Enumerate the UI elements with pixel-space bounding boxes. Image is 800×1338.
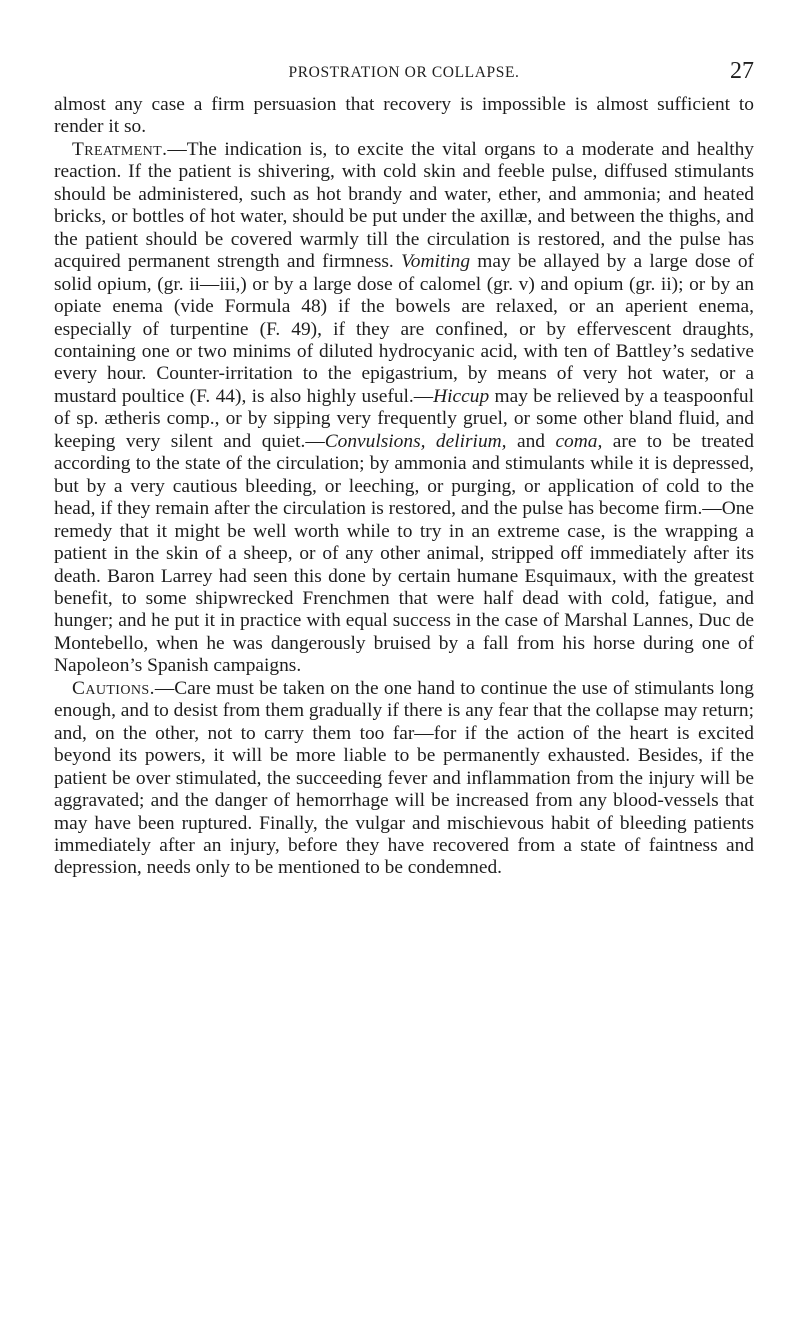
running-title: PROSTRATION OR COLLAPSE.: [288, 64, 520, 81]
running-header: [54, 60, 754, 86]
text-segment: may be relieved by a teaspoonful of sp. ætheris comp., or by sipping very frequently gruel, or some other bland fluid, and keeping very silent and quiet.—: [54, 385, 754, 452]
paragraph-continuation: [54, 94, 754, 139]
text-segment: —Care must be taken on the one hand to continue the use of stimulants long enough, and to desist from them gradually if there is any fear that the collapse may return; and, on the other, not to carry them too far—for if the action of the heart is excited beyond its powers, it will be more liable to be permanently exhausted. Besides, if the patient be over stimulated, the succeeding fever and inflammation from the injury will be aggravated; and the danger of hemorrhage will be increased from any blood-vessels that may have been ruptured. Finally, the vulgar and mischievous habit of bleeding patients immediately after an injury, before they have recovered from a state of faintness and depression, needs only to be mentioned to be condemned.: [54, 677, 754, 879]
text-segment: almost any case a firm persuasion that recovery is impossible is almost sufficient to render it so.: [54, 94, 754, 138]
paragraph-treatment: [54, 139, 754, 678]
italic-term-coma: coma,: [555, 430, 603, 452]
italic-term-hiccup: Hiccup: [433, 385, 490, 407]
body-text: [54, 94, 754, 880]
italic-term-convulsions: Convulsions, delirium,: [324, 430, 507, 452]
italic-term-vomiting: Vomiting: [401, 251, 471, 273]
book-page: [54, 60, 754, 880]
text-segment: are to be treated according to the state of the circulation; by ammonia and stimulants while it is depressed, but by a very cautious bleeding, or leeching, or purging, or application of cold to the head, if they remain after the circulation is restored, and the pulse has become firm.—One remedy that it might be well worth while to try in an extreme case, is the wrapping a patient in the skin of a sheep, or of any other animal, stripped off immediately after its death. Baron Larrey had seen this done by certain humane Esquimaux, with the greatest benefit, to some shipwrecked Frenchmen that were half dead with cold, fatigue, and hunger; and he put it in practice with equal success in the case of Marshal Lannes, Duc de Montebello, when he was dangerously bruised by a fall from his horse during one of Napoleon’s Spanish campaigns.: [54, 430, 754, 677]
section-heading-treatment: Treatment.: [72, 138, 168, 160]
section-heading-cautions: Cautions.: [72, 677, 155, 699]
text-segment: —The indication is, to excite the vital organs to a moderate and healthy reaction. If the patient is shivering, with cold skin and feeble pulse, diffused stimulants should be administered, such as hot brandy and water, ether, and ammonia; and heated bricks, or bottles of hot water, should be put under the axillæ, and between the thighs, and the patient should be covered warmly till the circulation is restored, and the pulse has acquired permanent strength and firmness.: [54, 138, 754, 273]
paragraph-cautions: [54, 678, 754, 880]
text-segment: and: [506, 430, 556, 452]
page-number: 27: [730, 58, 754, 84]
text-segment: may be allayed by a large dose of solid opium, (gr. ii—iii,) or by a large dose of calomel (gr. v) and opium (gr. ii); or by an opiate enema (vide Formula 48) if the bowels are relaxed, or an aperient enema, especially of turpentine (F. 49), if they are confined, or by effervescent draughts, containing one or two minims of diluted hydrocyanic acid, with ten of Battley’s sedative every hour. Counter-irritation to the epigastrium, by means of very hot water, or a mustard poultice (F. 44), is also highly useful.—: [54, 251, 754, 407]
